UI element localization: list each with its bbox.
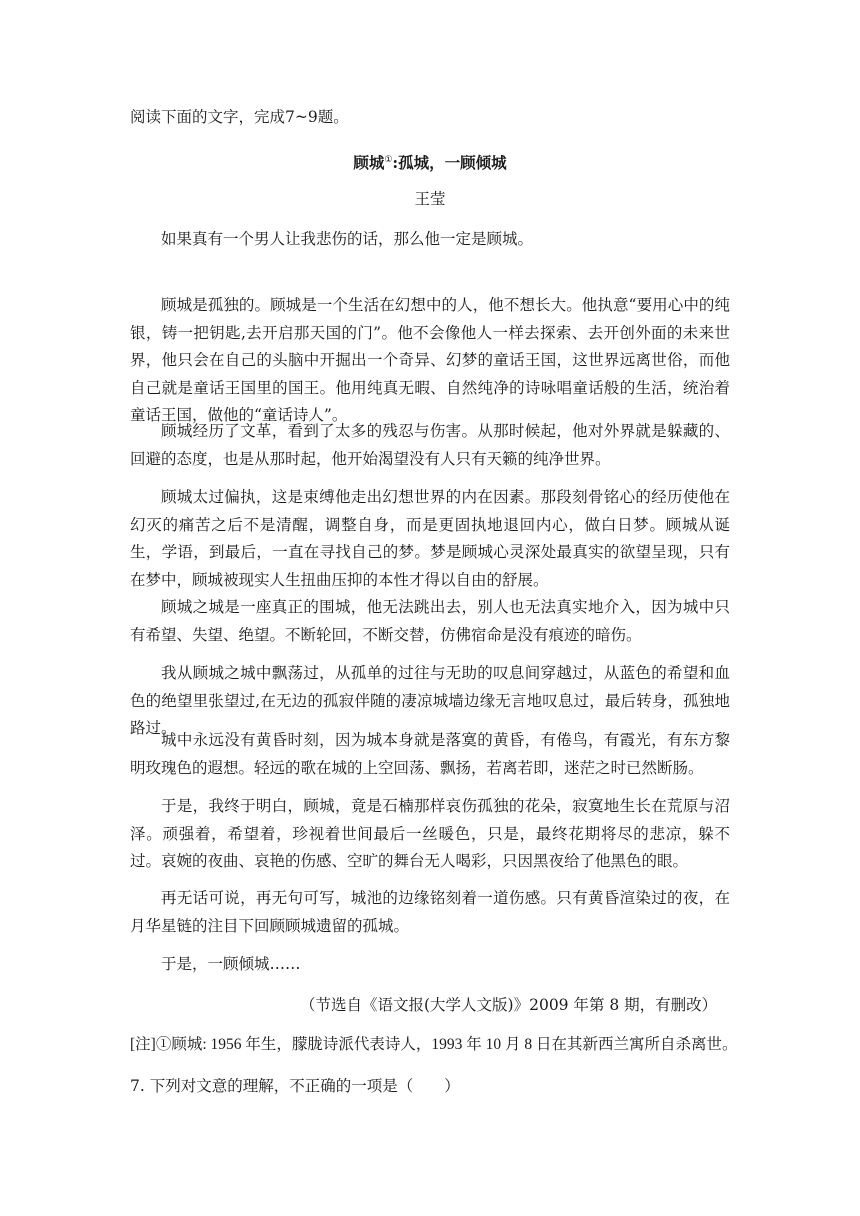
footnote: [注]①顾城: 1956 年生，朦胧诗派代表诗人，1993 年 10 月 8 日在其新西兰寓所自杀离世。 bbox=[130, 1036, 738, 1053]
paragraph-2: 顾城是孤独的。顾城是一个生活在幻想中的人，他不想长大。他执意“要用心中的纯银，铸一把钥匙,去开启那天国的门”。他不会像他人一样去探索、去开创外面的未来世界，他只会在自己的头脑中开掘出一个奇异、幻梦的童话王国，这世界远离世俗，而他自己就是童话王国里的国王。他用纯真无暇、自然纯净的诗咏唱童话般的生活，统治着童话王国，做他的“童话诗人”。 bbox=[130, 296, 730, 424]
paragraph-8: 于是，我终于明白，顾城，竟是石楠那样哀伤孤独的花朵，寂寞地生长在荒原与沼泽。顽强着，希望着，珍视着世间最后一丝暖色，只是，最终花期将尽的悲凉，躲不过。哀婉的夜曲、哀艳的伤感、空旷的舞台无人喝彩，只因黑夜给了他黑色的眼。 bbox=[130, 797, 730, 870]
paragraph-6: 我从顾城之城中飘荡过，从孤单的过往与无助的叹息间穿越过，从蓝色的希望和血色的绝望里张望过,在无边的孤寂伴随的凄凉城墙边缘无言地叹息过，最后转身，孤独地路过。 bbox=[130, 664, 730, 737]
article-title-rest: :孤城，一顾倾城 bbox=[392, 153, 507, 172]
question-7: 7. 下列对文意的理解，不正确的一项是（ ） bbox=[130, 1077, 460, 1095]
paragraph-5: 顾城之城是一座真正的围城，他无法跳出去，别人也无法真实地介入，因为城中只有希望、失望、绝望。不断轮回，不断交替，仿佛宿命是没有痕迹的暗伤。 bbox=[130, 598, 730, 644]
article-title-main: 顾城 bbox=[353, 153, 385, 172]
paragraph-4: 顾城太过偏执，这是束缚他走出幻想世界的内在因素。那段刻骨铭心的经历使他在幻灭的痛苦之后不是清醒，调整自身，而是更固执地退回内心，做白日梦。顾城从诞生，学语，到最后，一直在寻找自己的梦。梦是顾城心灵深处最真实的欲望呈现，只有在梦中，顾城被现实人生扭曲压抑的本性才得以自由的舒展。 bbox=[130, 488, 730, 589]
paragraph-3: 顾城经历了文革，看到了太多的残忍与伤害。从那时候起，他对外界就是躲藏的、回避的态度，也是从那时起，他开始渴望没有人只有天籁的纯净世界。 bbox=[130, 422, 730, 468]
paragraph-1: 如果真有一个男人让我悲伤的话，那么他一定是顾城。 bbox=[161, 230, 534, 248]
source-citation: （节选自《语文报(大学人文版)》2009 年第 8 期，有删改） bbox=[300, 996, 718, 1014]
article-title bbox=[0, 150, 860, 173]
article-author: 王莹 bbox=[414, 190, 446, 208]
paragraph-9: 再无话可说，再无句可写，城池的边缘铭刻着一道伤感。只有黄昏渲染过的夜，在月华星链的注目下回顾顾城遗留的孤城。 bbox=[130, 889, 730, 935]
paragraph-7: 城中永远没有黄昏时刻，因为城本身就是落寞的黄昏，有倦鸟，有霞光，有东方黎明玫瑰色的遐想。轻远的歌在城的上空回荡、飘扬，若离若即，迷茫之时已然断肠。 bbox=[130, 731, 730, 777]
footnote-marker: ① bbox=[384, 155, 393, 165]
paragraph-10: 于是，一顾倾城…… bbox=[161, 955, 301, 973]
reading-instruction: 阅读下面的文字，完成7~9题。 bbox=[130, 108, 349, 126]
